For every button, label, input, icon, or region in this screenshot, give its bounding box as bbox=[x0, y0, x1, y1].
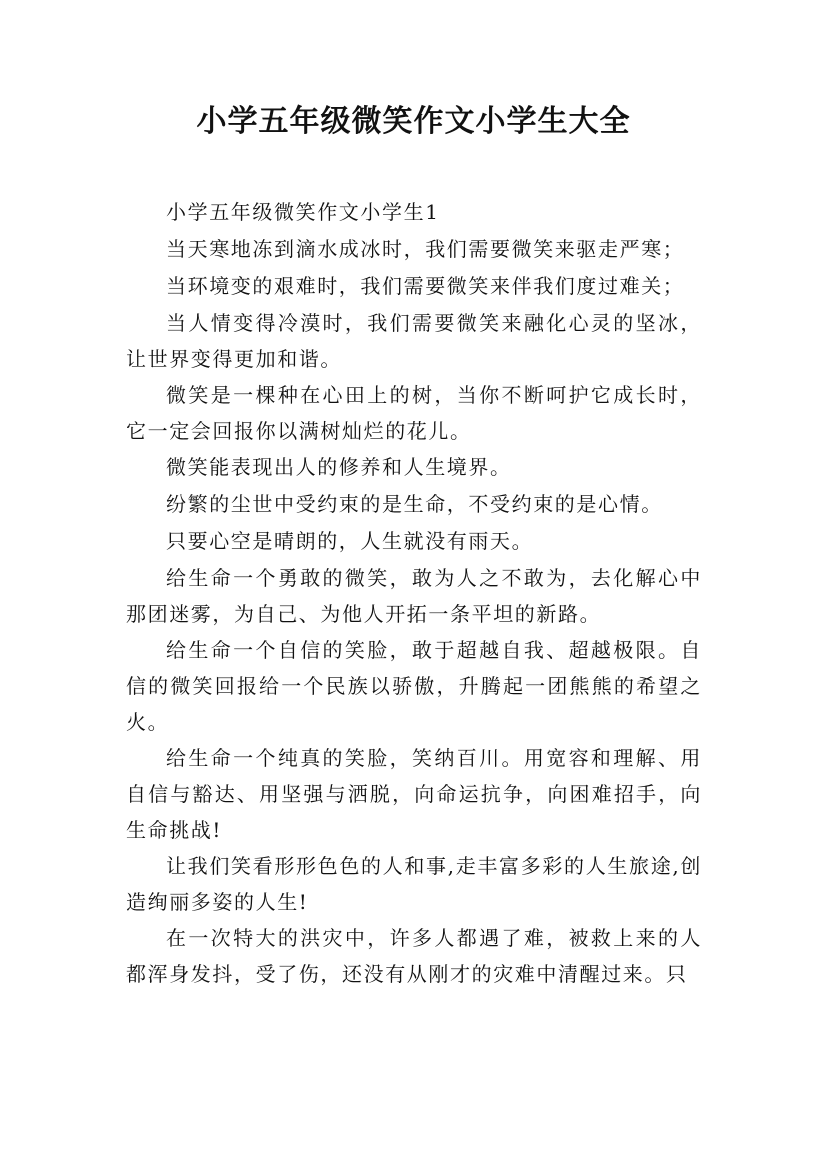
paragraph: 当人情变得冷漠时，我们需要微笑来融化心灵的坚冰，让世界变得更加和谐。 bbox=[126, 311, 702, 371]
paragraph: 在一次特大的洪灾中，许多人都遇了难，被救上来的人都浑身发抖，受了伤，还没有从刚才的灾难中清醒过来。只 bbox=[126, 926, 702, 986]
document-body bbox=[126, 194, 702, 992]
paragraph: 微笑是一棵种在心田上的树，当你不断呵护它成长时，它一定会回报你以满树灿烂的花儿。 bbox=[126, 383, 702, 443]
paragraph: 让我们笑看形形色色的人和事,走丰富多彩的人生旅途,创造绚丽多姿的人生! bbox=[126, 854, 702, 914]
paragraph: 给生命一个纯真的笑脸，笑纳百川。用宽容和理解、用自信与豁达、用坚强与洒脱，向命运抗争，向困难招手，向生命挑战! bbox=[126, 746, 702, 842]
paragraph: 当环境变的艰难时，我们需要微笑来伴我们度过难关； bbox=[166, 274, 685, 298]
paragraph: 给生命一个自信的笑脸，敢于超越自我、超越极限。自信的微笑回报给一个民族以骄傲，升腾起一团熊熊的希望之火。 bbox=[126, 638, 702, 734]
paragraph: 给生命一个勇敢的微笑，敢为人之不敢为，去化解心中那团迷雾，为自己、为他人开拓一条平坦的新路。 bbox=[126, 566, 702, 626]
paragraph: 当天寒地冻到滴水成冰时，我们需要微笑来驱走严寒； bbox=[166, 237, 685, 261]
document-title: 小学五年级微笑作文小学生大全 bbox=[196, 104, 631, 139]
paragraph: 只要心空是晴朗的，人生就没有雨天。 bbox=[166, 529, 534, 553]
paragraph: 小学五年级微笑作文小学生1 bbox=[166, 200, 440, 224]
paragraph: 纷繁的尘世中受约束的是生命，不受约束的是心情。 bbox=[166, 492, 663, 516]
paragraph: 微笑能表现出人的修养和人生境界。 bbox=[166, 455, 512, 479]
